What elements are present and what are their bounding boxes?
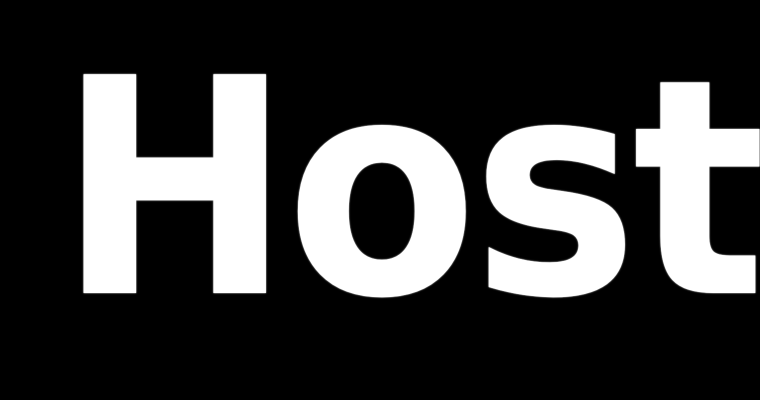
host-heading: Host — [58, 15, 760, 364]
